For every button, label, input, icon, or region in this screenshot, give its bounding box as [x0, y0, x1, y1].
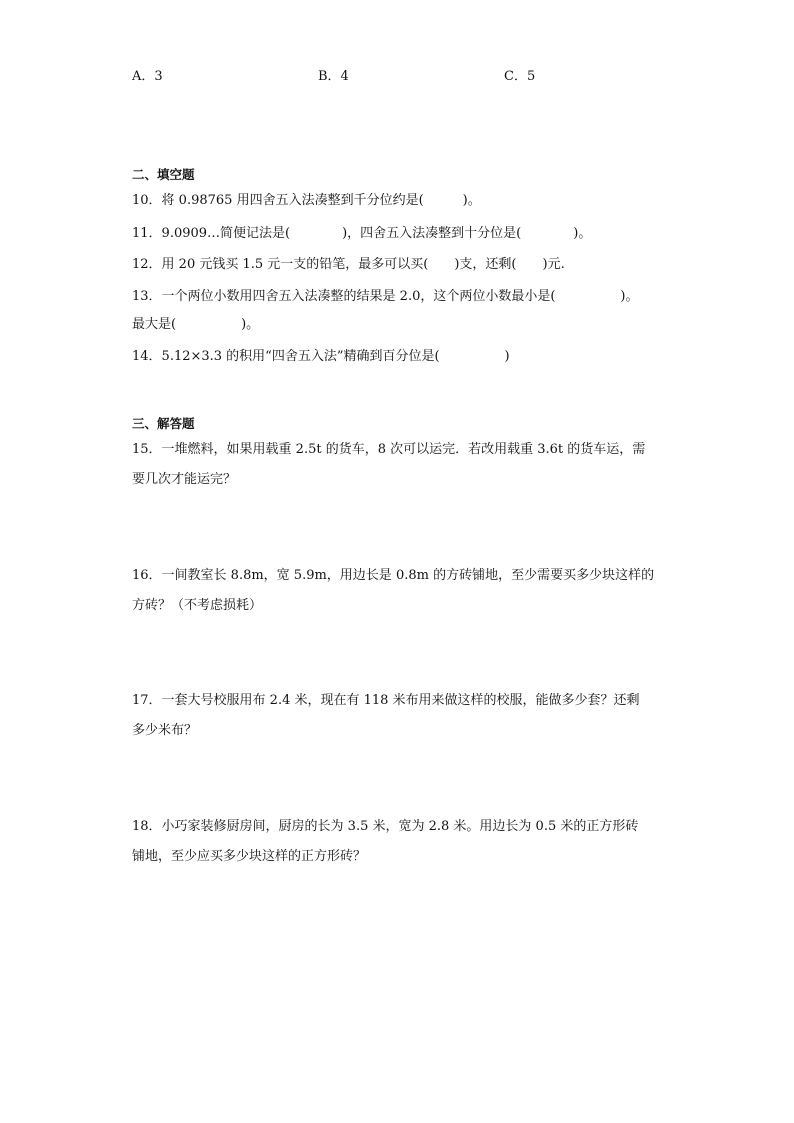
question-10: 10．将 0.98765 用四舍五入法凑整到千分位约是( )。 [132, 193, 481, 208]
question-16-line-2: 方砖？（不考虑损耗） [132, 598, 263, 613]
option-b: B．4 [318, 69, 349, 84]
question-13: 13．一个两位小数用四舍五入法凑整的结果是 2.0，这个两位小数最小是( )。 [132, 289, 639, 304]
question-18-line-2: 铺地，至少应买多少块这样的正方形砖？ [132, 849, 367, 864]
section-title-fill-in: 二、填空题 [132, 167, 195, 182]
question-11: 11．9.0909…简便记法是( )，四舍五入法凑整到十分位是( )。 [132, 226, 592, 241]
question-17-line-1: 17．一套大号校服用布 2.4 米，现在有 118 米布用来做这样的校服，能做多少套？还剩 [132, 693, 640, 708]
question-12: 12．用 20 元钱买 1.5 元一支的铅笔，最多可以买( )支，还剩( )元. [132, 257, 565, 272]
section-title-answer: 三、解答题 [132, 416, 195, 431]
question-14: 14．5.12×3.3 的积用“四舍五入法”精确到百分位是( ) [132, 349, 510, 364]
question-13-cont: 最大是( )。 [132, 317, 260, 332]
question-18-line-1: 18．小巧家装修厨房间，厨房的长为 3.5 米，宽为 2.8 米。用边长为 0.5 米的正方形砖 [132, 819, 639, 834]
option-a: A．3 [132, 69, 163, 84]
question-15-line-2: 要几次才能运完？ [132, 472, 237, 487]
question-16-line-1: 16．一间教室长 8.8m，宽 5.9m，用边长是 0.8m 的方砖铺地，至少需要买多少块这样的 [132, 568, 655, 583]
option-c: C．5 [504, 69, 536, 84]
question-15-line-1: 15．一堆燃料，如果用载重 2.5t 的货车，8 次可以运完．若改用载重 3.6t 的货车运，需 [132, 442, 646, 457]
question-17-line-2: 多少米布？ [132, 723, 198, 738]
